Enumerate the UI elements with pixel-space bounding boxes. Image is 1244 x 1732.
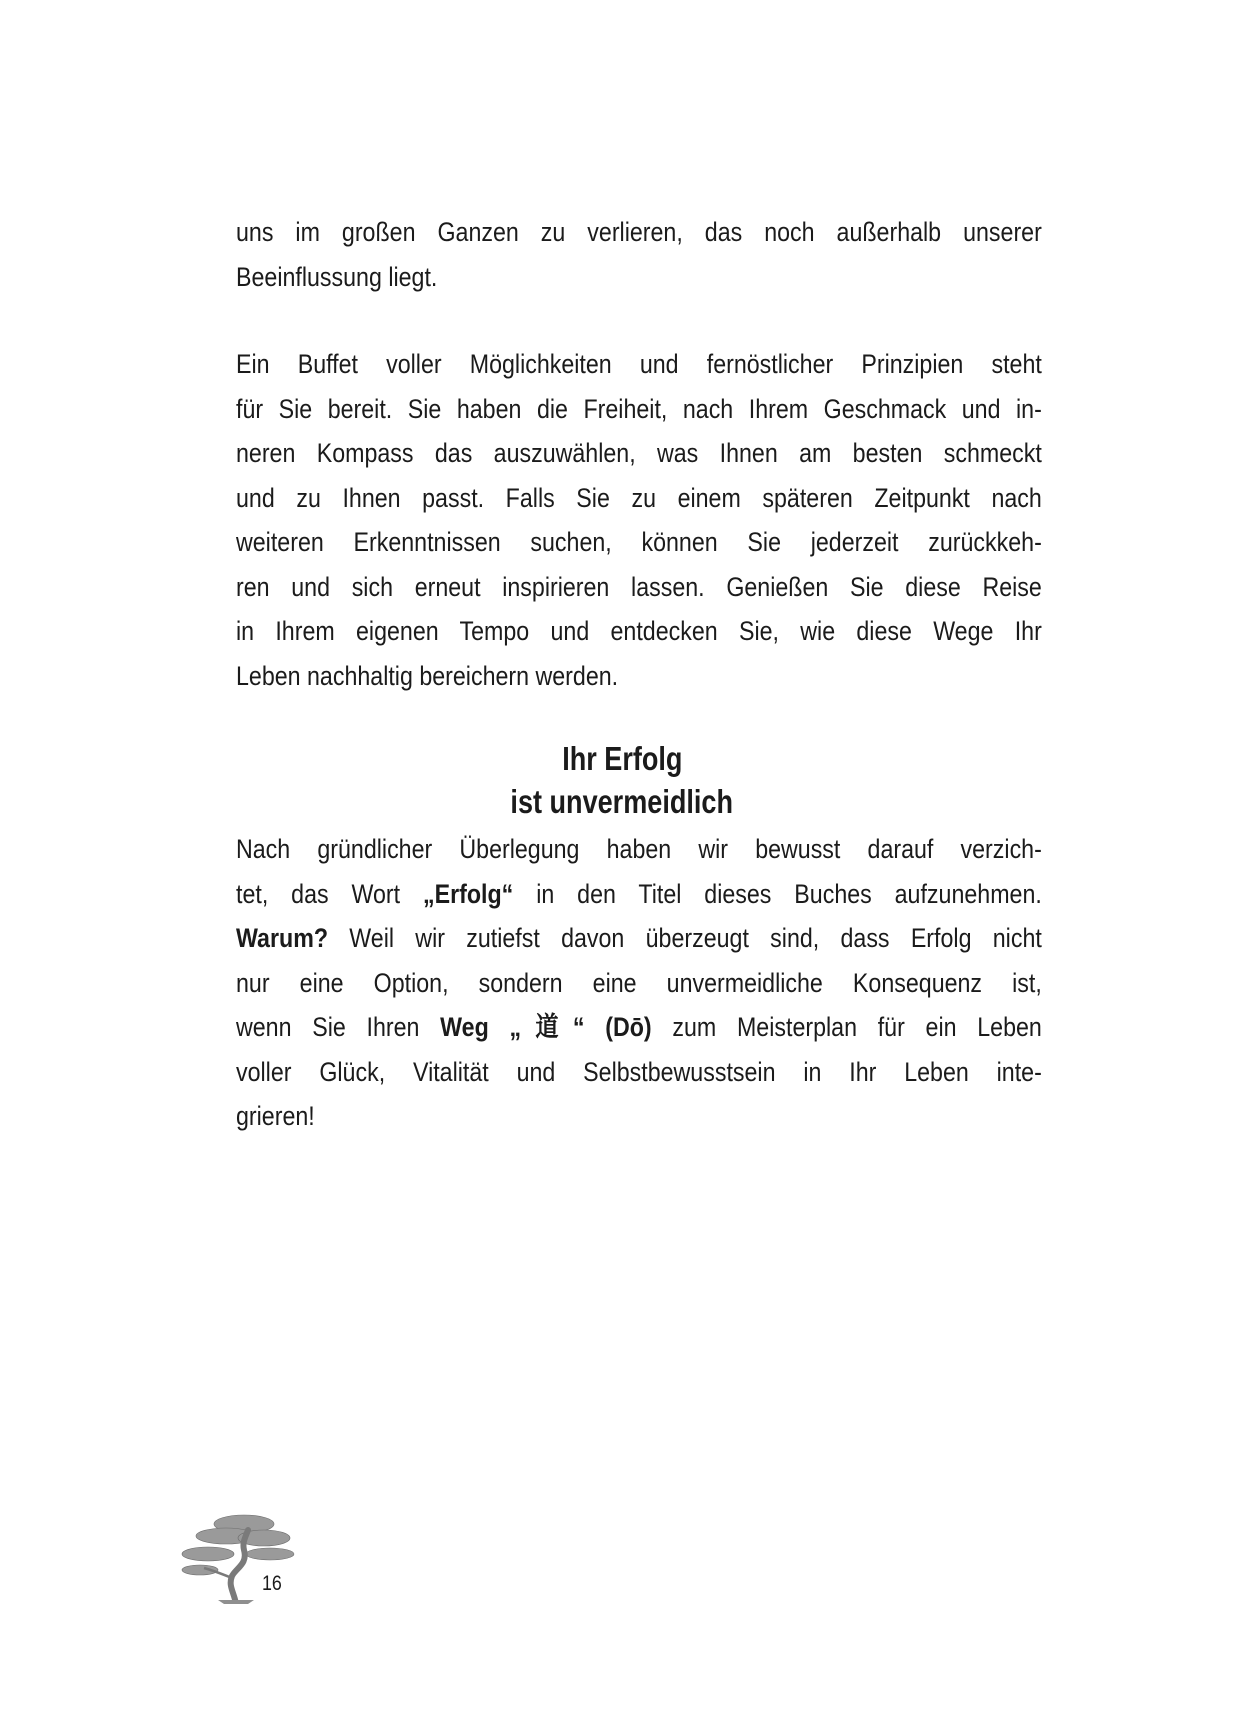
text-line: [236, 1005, 1042, 1050]
bold-word-warum: Warum?: [236, 923, 329, 953]
text-line: und zu Ihnen passt. Falls Sie zu einem späteren Zeitpunkt nach: [236, 482, 1042, 513]
text-run: wenn Sie Ihren: [236, 1012, 441, 1042]
text-run: tet, das Wort: [236, 878, 423, 909]
bonsai-tree-icon: [178, 1508, 308, 1604]
text-line: für Sie bereit. Sie haben die Freiheit, nach Ihrem Geschmack und in-: [236, 393, 1042, 424]
page-number: 16: [262, 1572, 282, 1595]
text-line: voller Glück, Vitalität und Selbstbewusstsein in Ihr Leben inte-: [236, 1056, 1042, 1087]
text-run: zum Meisterplan für ein Leben: [651, 1012, 1042, 1042]
text-run: Weil wir zutiefst davon überzeugt sind, dass Erfolg nicht: [328, 923, 1042, 953]
paragraph-buffet: [236, 342, 1042, 698]
text-line: Nach gründlicher Überlegung haben wir bewusst darauf verzich-: [236, 834, 1042, 864]
bold-word-weg: Weg „道“ (Dō): [440, 1012, 652, 1042]
text-line: neren Kompass das auszuwählen, was Ihnen am besten schmeckt: [236, 438, 1042, 468]
text-run: in den Titel dieses Buches aufzunehmen.: [513, 878, 1042, 909]
text-line: in Ihrem eigenen Tempo und entdecken Sie, wie diese Wege Ihr: [236, 616, 1042, 646]
text-line: nur eine Option, sondern eine unvermeidliche Konsequenz ist,: [236, 967, 1042, 998]
paragraph-intro-continuation: [236, 210, 1042, 299]
text-line: grieren!: [236, 1101, 315, 1131]
bold-word-erfolg: „Erfolg“: [422, 878, 514, 909]
text-line: Ein Buffet voller Möglichkeiten und fernöstlicher Prinzipien steht: [236, 349, 1042, 379]
text-line: [236, 916, 1042, 961]
text-line: ren und sich erneut inspirieren lassen. Genießen Sie diese Reise: [236, 571, 1042, 602]
text-line: [236, 872, 1042, 917]
heading-line-1: Ihr Erfolg: [561, 740, 683, 777]
text-line: weiteren Erkenntnissen suchen, können Sie jederzeit zurückkeh-: [236, 527, 1042, 557]
text-line: Leben nachhaltig bereichern werden.: [236, 660, 619, 691]
paragraph-success: [236, 827, 1042, 1139]
text-line: uns im großen Ganzen zu verlieren, das noch außerhalb unserer: [236, 217, 1042, 247]
heading-line-2: ist unvermeidlich: [510, 783, 734, 820]
section-heading: [0, 737, 1244, 823]
text-line: Beeinflussung liegt.: [236, 261, 438, 292]
